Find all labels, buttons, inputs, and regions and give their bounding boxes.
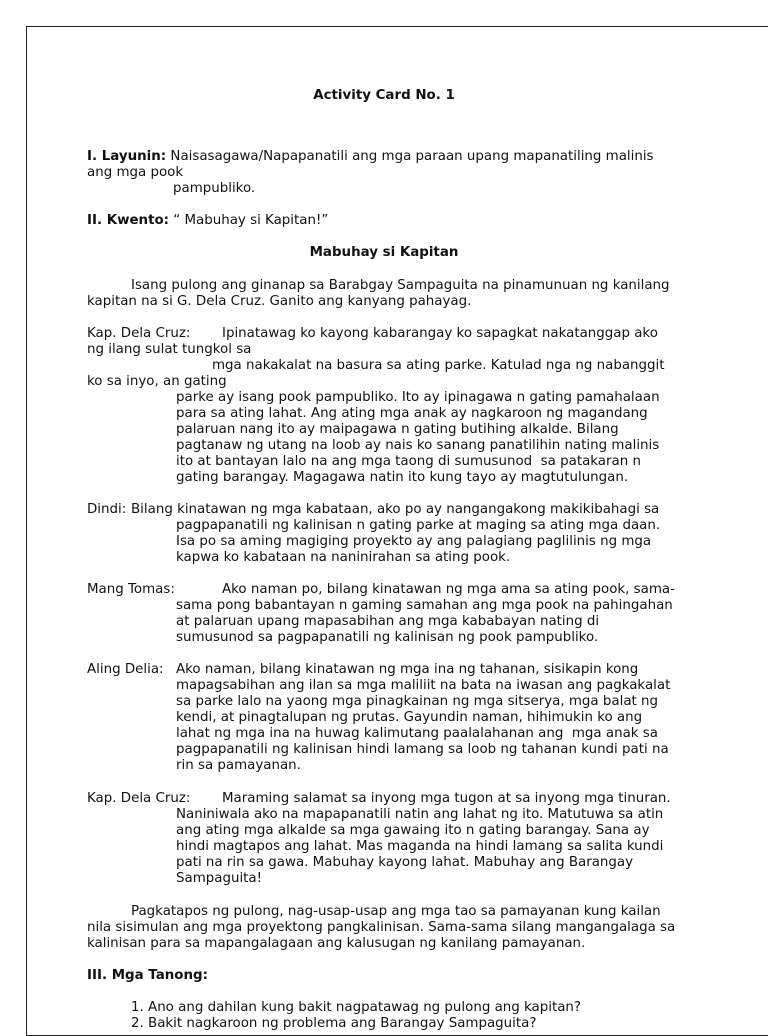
speaker-kap-dela-cruz: Kap. Dela Cruz: bbox=[87, 791, 191, 806]
closing-line: Pagkatapos ng pulong, nag-usap-usap ang mga tao sa pamayanan kung kailan bbox=[131, 904, 661, 919]
objective-line-2: ang mga pook bbox=[87, 165, 184, 180]
speaker-aling-delia: Aling Delia: bbox=[87, 662, 164, 677]
dialogue-line: para sa ating lahat. Ang ating mga anak ay nagkaroon ng magandang bbox=[176, 406, 648, 421]
dialogue-line: ng ilang sulat tungkol sa bbox=[87, 342, 252, 357]
dialogue-line: at palaruan upang mapasabihan ang mga kababayan nating di bbox=[176, 614, 600, 629]
dialogue-line: ang ating mga alkalde sa mga gawaing ito n gating barangay. Sana ay bbox=[176, 823, 650, 838]
story-heading bbox=[87, 213, 328, 229]
story-label: II. Kwento: bbox=[87, 213, 170, 228]
dialogue-line: kendi, at pinagtalupan ng prutas. Gayundin naman, hihimukin ko ang bbox=[176, 710, 643, 725]
dialogue-line: Ako naman po, bilang kinatawan ng mga ama sa ating pook, sama- bbox=[222, 582, 675, 597]
dialogue-line: lahat ng mga ina na huwag kalimutang paalalahanan ang mga anak sa bbox=[176, 726, 658, 741]
story-name: “ Mabuhay si Kapitan!” bbox=[169, 213, 329, 228]
dialogue-line: Naniniwala ako na mapapanatili natin ang lahat ng ito. Matutuwa sa atin bbox=[176, 807, 664, 822]
dialogue-line: sumusunod sa pagpapanatili ng kalinisan ng pook pampubliko. bbox=[176, 630, 599, 645]
closing-line: nila sisimulan ang mga proyektong pangkalinisan. Sama-sama silang mangangalaga sa bbox=[87, 920, 676, 935]
speaker-dindi: Dindi: bbox=[87, 502, 127, 517]
dialogue-line: Bilang kinatawan ng mga kabataan, ako po ay nangangakong makikibahagi sa bbox=[131, 502, 660, 517]
dialogue-line: pagpapanatili ng kalinisan hindi lamang sa loob ng tahanan kundi pati na bbox=[176, 742, 669, 757]
objective-label: I. Layunin: bbox=[87, 149, 167, 164]
dialogue-line: rin sa pamayanan. bbox=[176, 758, 301, 773]
dialogue-line: hindi magtapos ang lahat. Mas maganda na hindi lamang sa salita kundi bbox=[176, 839, 664, 854]
intro-line: Isang pulong ang ginanap sa Barabgay Sampaguita na pinamunuan ng kanilang bbox=[131, 278, 670, 293]
dialogue-line: Maraming salamat sa inyong mga tugon at sa inyong mga tinuran. bbox=[222, 791, 671, 806]
dialogue-line: pagpapanatili ng kalinisan n gating parke at maging sa ating mga daan. bbox=[176, 518, 661, 533]
dialogue-line: kapwa ko kabataan na naninirahan sa ating pook. bbox=[176, 550, 511, 565]
page-title: Activity Card No. 1 bbox=[313, 88, 455, 103]
dialogue-line: Sampaguita! bbox=[176, 871, 262, 886]
questions-heading: III. Mga Tanong: bbox=[87, 968, 208, 983]
objective-line-1 bbox=[87, 149, 654, 165]
dialogue-line: pagtanaw ng utang na loob ay nais ko sanang panatilihin nating malinis bbox=[176, 438, 660, 453]
dialogue-line: gating barangay. Magagawa natin ito kung tayo ay magtutulungan. bbox=[176, 470, 629, 485]
dialogue-line: palaruan nang ito ay maipagawa n gating butihing alkalde. Bilang bbox=[176, 422, 619, 437]
dialogue-line: ito at bantayan lalo na ang mga taong di sumusunod sa patakaran n bbox=[176, 454, 641, 469]
dialogue-line: mapagsabihan ang ilan sa mga maliliit na bata na iwasan ang pagkakalat bbox=[176, 678, 671, 693]
story-title: Mabuhay si Kapitan bbox=[309, 245, 459, 260]
dialogue-line: mga nakakalat na basura sa ating parke. Katulad nga ng nabanggit bbox=[212, 358, 665, 373]
dialogue-line: ko sa inyo, an gating bbox=[87, 374, 227, 389]
dialogue-line: parke ay isang pook pampubliko. Ito ay ipinagawa n gating pamahalaan bbox=[176, 390, 660, 405]
speaker-kap-dela-cruz: Kap. Dela Cruz: bbox=[87, 326, 191, 341]
dialogue-line: sama pong babantayan n gaming samahan ang mga pook na pahingahan bbox=[176, 598, 673, 613]
dialogue-line: Ipinatawag ko kayong kabarangay ko sapagkat nakatanggap ako bbox=[222, 326, 658, 341]
question-item: 2. Bakit nagkaroon ng problema ang Barangay Sampaguita? bbox=[131, 1016, 537, 1031]
dialogue-line: pati na rin sa gawa. Mabuhay kayong lahat. Mabuhay ang Barangay bbox=[176, 855, 634, 870]
speaker-mang-tomas: Mang Tomas: bbox=[87, 582, 175, 597]
closing-line: kalinisan para sa mapangalagaan ang kalusugan ng kanilang pamayanan. bbox=[87, 936, 586, 951]
objective-text: Naisasagawa/Napapanatili ang mga paraan upang mapanatiling malinis bbox=[166, 149, 654, 164]
dialogue-line: Ako naman, bilang kinatawan ng mga ina ng tahanan, sisikapin kong bbox=[176, 662, 639, 677]
dialogue-line: sa parke lalo na yaong mga pinagkainan ng mga sitserya, mga balat ng bbox=[176, 694, 659, 709]
question-item: 1. Ano ang dahilan kung bakit nagpatawag ng pulong ang kapitan? bbox=[131, 1000, 582, 1015]
intro-line: kapitan na si G. Dela Cruz. Ganito ang kanyang pahayag. bbox=[87, 294, 472, 309]
dialogue-line: Isa po sa aming magiging proyekto ay ang palagiang paglilinis ng mga bbox=[176, 534, 652, 549]
objective-line-3: pampubliko. bbox=[173, 181, 256, 196]
